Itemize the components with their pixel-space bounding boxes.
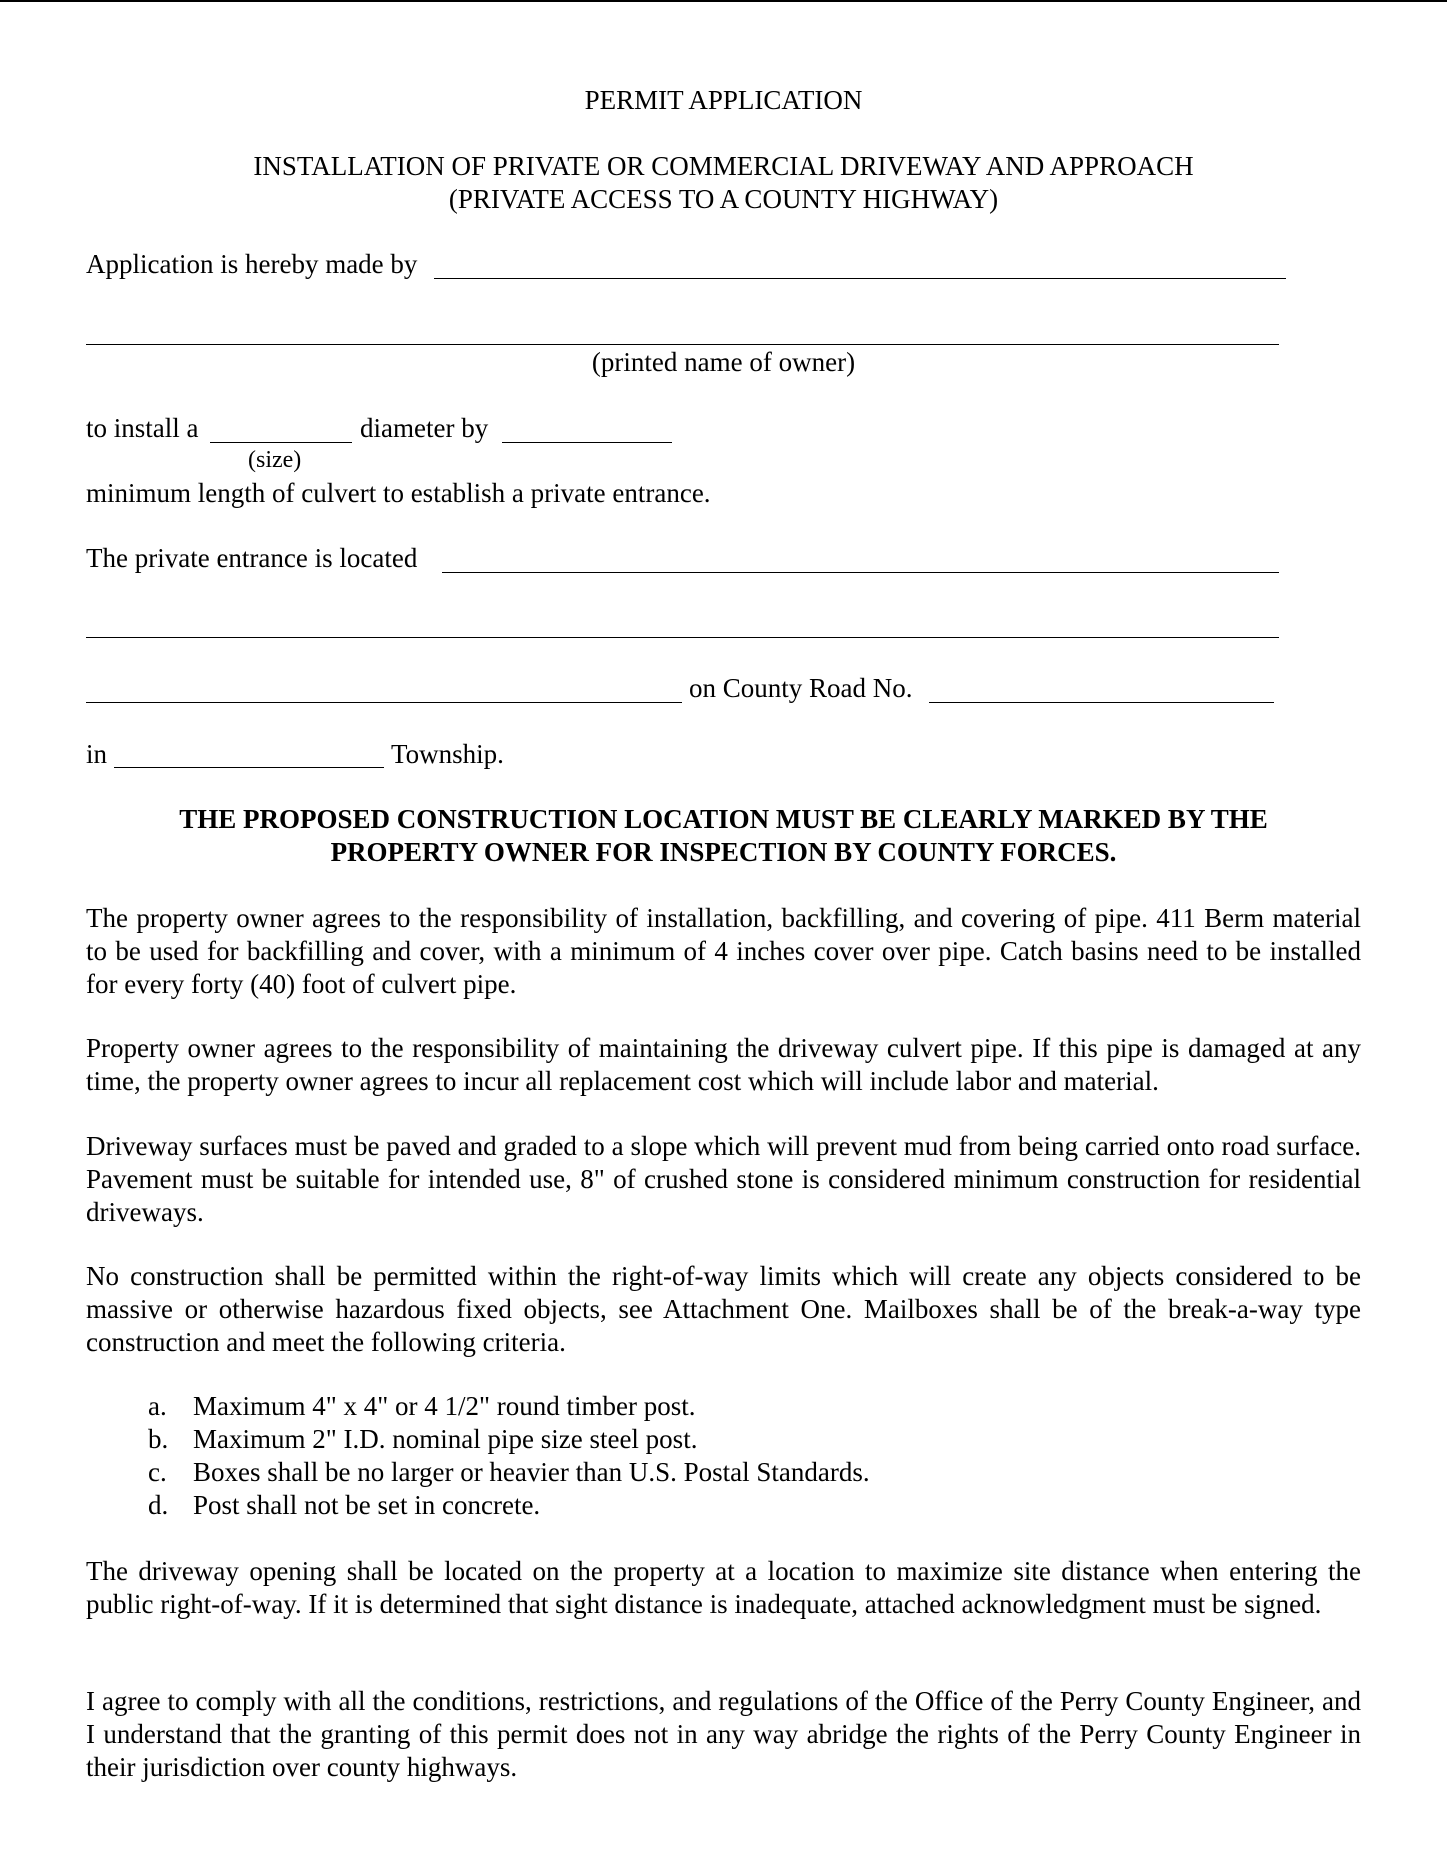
list-marker: a. [148,1391,167,1421]
document-subtitle [86,150,1361,216]
culvert-text: minimum length of culvert to establish a private entrance. [86,478,711,508]
county-road-number-field[interactable] [929,702,1274,703]
owner-name-line-field[interactable] [86,344,1279,345]
agreement-paragraph: I agree to comply with all the conditions, restrictions, and regulations of the Office of the Perry County Engineer, and I understand that the granting of this permit does not in any way abridge the rights of the Perry County Engineer in their jurisdiction over county highways. [86,1686,1361,1782]
diameter-label: diameter by [360,413,489,443]
maintenance-paragraph: Property owner agrees to the responsibility of maintaining the driveway culvert pipe. If this pipe is damaged at any time, the property owner agrees to incur all replacement cost which will include labor and material. [86,1033,1361,1096]
subtitle-line-2: (PRIVATE ACCESS TO A COUNTY HIGHWAY) [448,184,999,214]
list-item [148,1423,870,1456]
located-label: The private entrance is located [86,543,418,573]
document-title: PERMIT APPLICATION [584,85,863,115]
list-marker: c. [148,1457,167,1487]
list-item-text: Maximum 4" x 4" or 4 1/2" round timber post. [193,1391,696,1421]
location-field-2[interactable] [86,637,1279,638]
county-road-label: on County Road No. [689,673,913,703]
township-field[interactable] [114,767,384,768]
size-field[interactable] [210,442,352,443]
installation-paragraph: The property owner agrees to the responsibility of installation, backfilling, and covering of pipe. 411 Berm material to be used for backfilling and cover, with a minimum of 4 inches cover over pipe. Catch basins need to be installed for every forty (40) foot of culvert pipe. [86,903,1361,999]
top-border-line [0,0,1447,2]
list-item-text: Maximum 2" I.D. nominal pipe size steel post. [193,1424,698,1454]
applicant-name-field[interactable] [434,278,1286,279]
notice-line-1: THE PROPOSED CONSTRUCTION LOCATION MUST BE CLEARLY MARKED BY THE [179,804,1268,834]
notice-line-2: PROPERTY OWNER FOR INSPECTION BY COUNTY FORCES. [330,837,1117,867]
driveway-surface-paragraph: Driveway surfaces must be paved and graded to a slope which will prevent mud from being carried onto road surface. Pavement must be suitable for intended use, 8" of crushed stone is considered minimum construction for residential driveways. [86,1131,1361,1227]
list-item [148,1456,870,1489]
length-field[interactable] [502,442,672,443]
mailbox-criteria-list [148,1390,870,1522]
install-label: to install a [86,413,199,443]
in-label: in [86,739,108,769]
list-item-text: Boxes shall be no larger or heavier than U.S. Postal Standards. [193,1457,870,1487]
list-item [148,1390,870,1423]
right-of-way-paragraph: No construction shall be permitted within the right-of-way limits which will create any objects considered to be massive or otherwise hazardous fixed objects, see Attachment One. Mailboxes shall be of the break-a-way type construction and meet the following criteria. [86,1261,1361,1357]
size-caption: (size) [248,447,302,473]
construction-notice [86,803,1361,869]
applicant-label: Application is hereby made by [86,249,418,279]
list-marker: b. [148,1424,169,1454]
subtitle-line-1: INSTALLATION OF PRIVATE OR COMMERCIAL DRIVEWAY AND APPROACH [253,151,1194,181]
location-field-3[interactable] [86,702,682,703]
township-label: Township. [391,739,504,769]
location-field-1[interactable] [442,572,1279,573]
owner-caption: (printed name of owner) [591,347,856,377]
list-marker: d. [148,1490,169,1520]
sight-distance-paragraph: The driveway opening shall be located on the property at a location to maximize site distance when entering the public right-of-way. If it is determined that sight distance is inadequate, attached acknowledgment must be signed. [86,1556,1361,1619]
list-item-text: Post shall not be set in concrete. [193,1490,541,1520]
list-item [148,1489,870,1522]
